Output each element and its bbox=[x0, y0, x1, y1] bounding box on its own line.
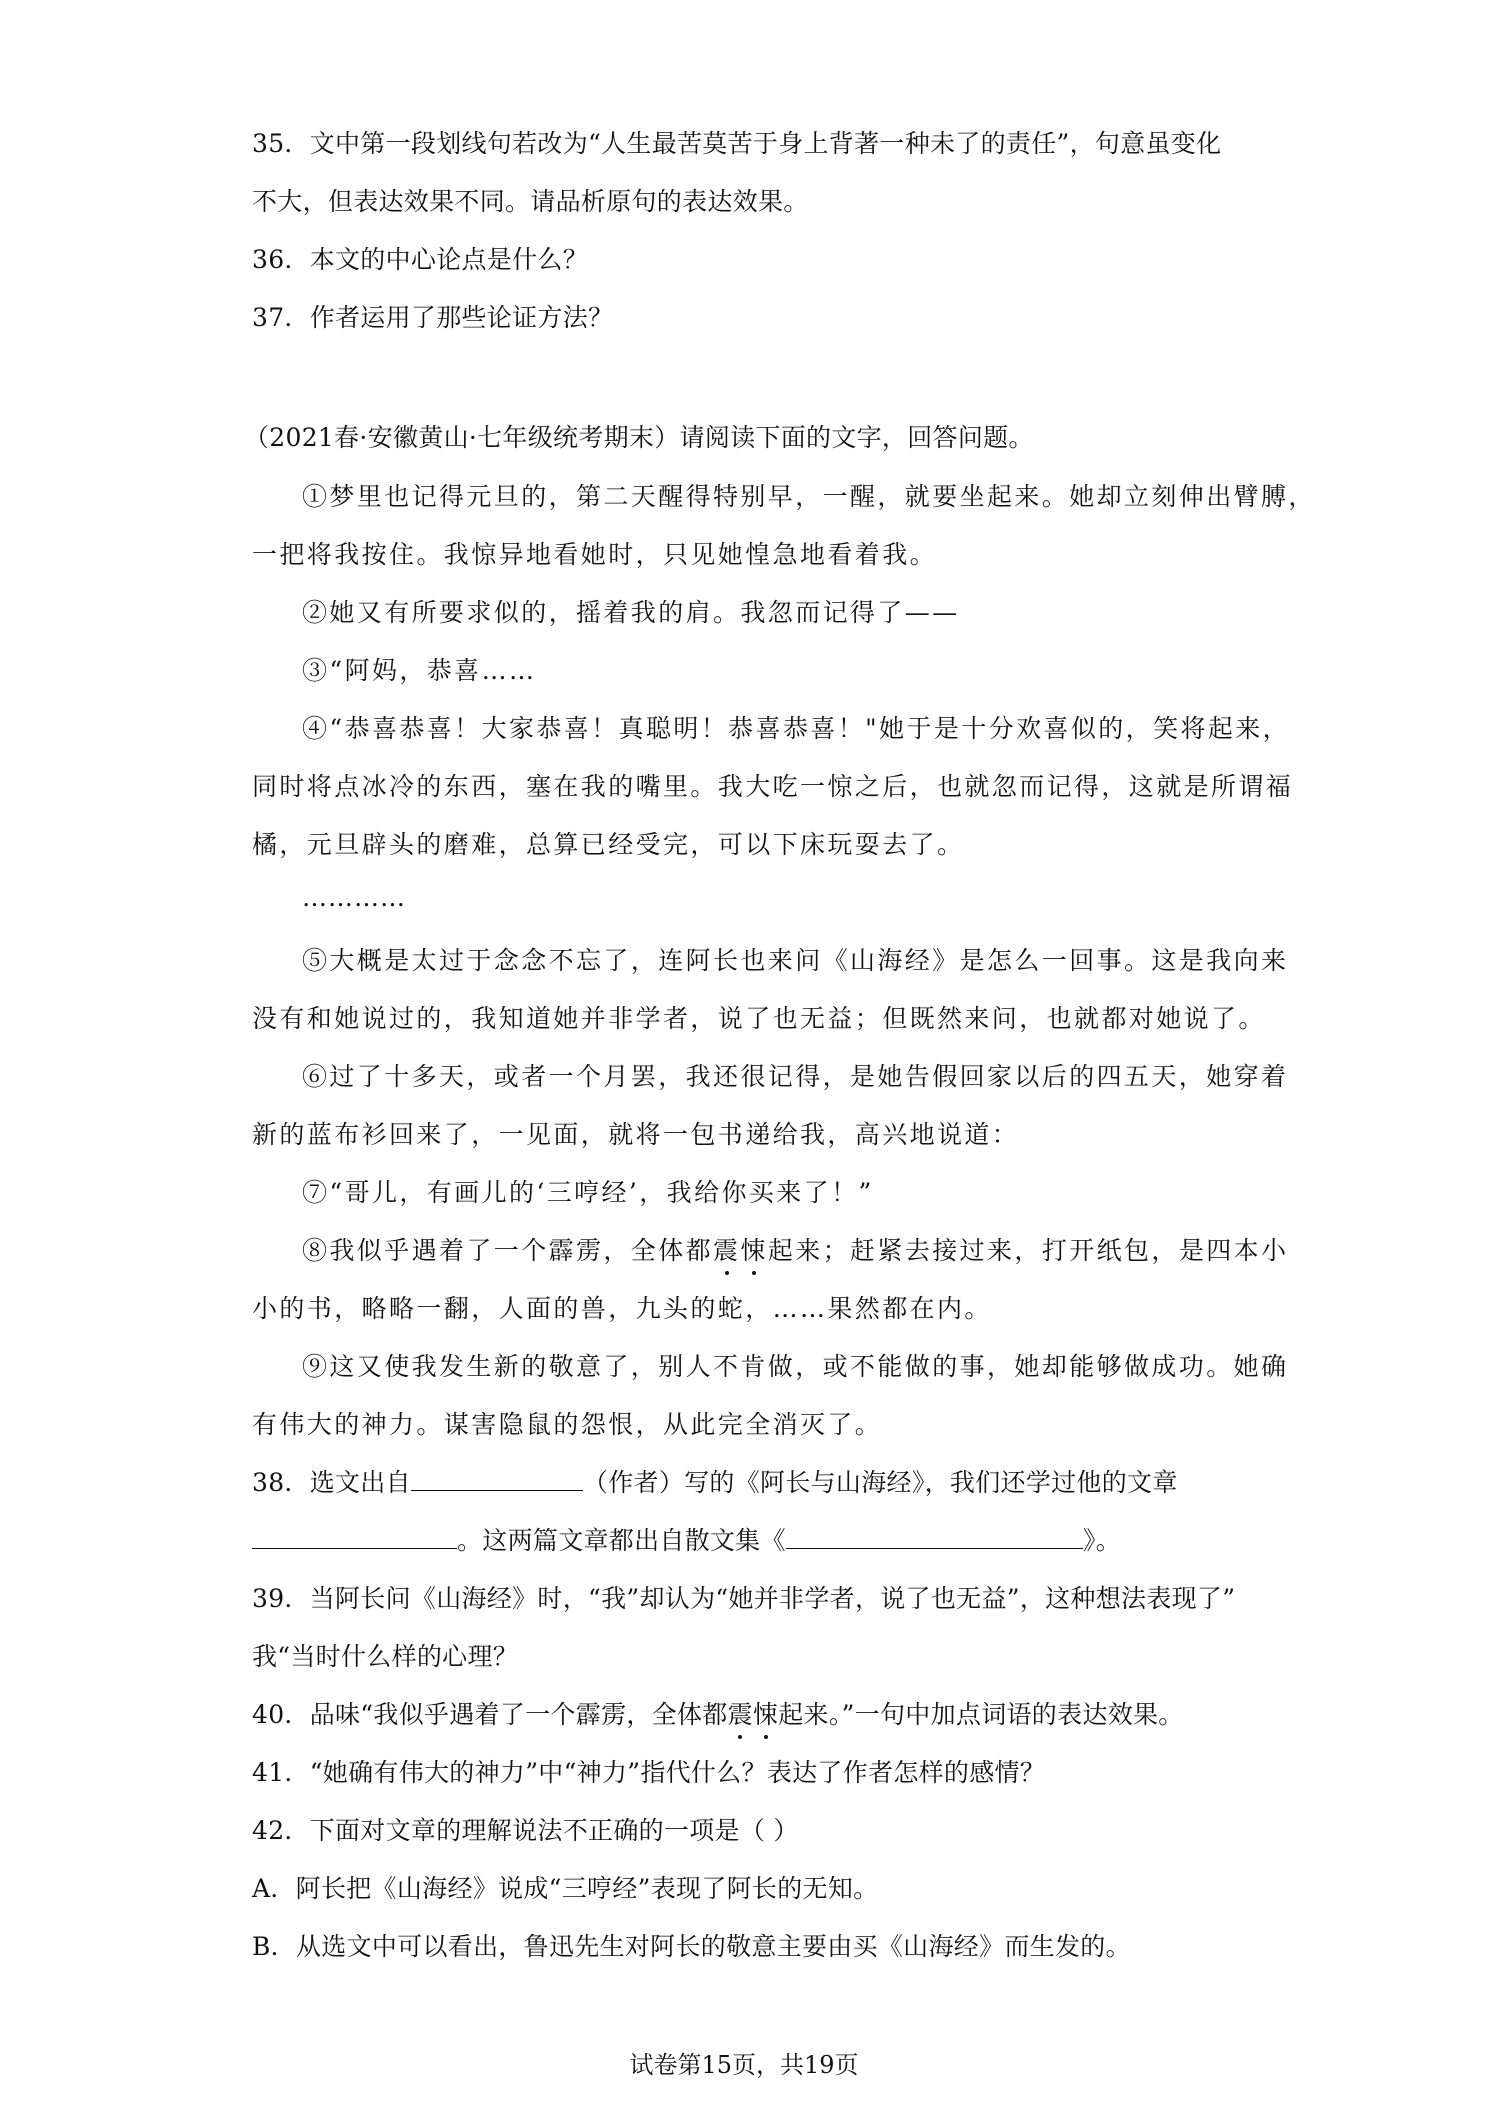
emphasis-char-1: 震 bbox=[713, 1231, 740, 1267]
passage-p8-line1 bbox=[302, 1231, 1288, 1267]
p8-text-b: 起来；赶紧去接过来，打开纸包，是四本小 bbox=[767, 1236, 1289, 1265]
question-42-stem: 42．下面对文章的理解说法不正确的一项是（ ） bbox=[252, 1816, 799, 1845]
q40-text-b: 起来。”一句中加点词语的表达效果。 bbox=[778, 1700, 1184, 1729]
question-38-line2 bbox=[252, 1521, 1121, 1557]
passage-p8-line2: 小的书，略略一翻，人面的兽，九头的蛇，……果然都在内。 bbox=[252, 1294, 992, 1323]
q38-text-d: 》。 bbox=[1082, 1526, 1122, 1555]
option-a[interactable]: A．阿长把《山海经》说成“三哼经”表现了阿长的无知。 bbox=[252, 1874, 879, 1903]
question-35-line1: 35．文中第一段划线句若改为“人生最苦莫苦于身上背著一种未了的责任”，句意虽变化 bbox=[252, 129, 1222, 158]
passage-p5-line1: ⑤大概是太过于念念不忘了，连阿长也来问《山海经》是怎么一回事。这是我向来 bbox=[302, 946, 1289, 975]
question-40 bbox=[252, 1695, 1184, 1731]
passage-p6-line2: 新的蓝布衫回来了，一见面，就将一包书递给我，高兴地说道： bbox=[252, 1120, 1020, 1149]
emphasis-char-1: 震 bbox=[728, 1695, 753, 1731]
question-38-line1 bbox=[252, 1463, 1178, 1499]
question-39-line2: 我“当时什么样的心理？ bbox=[252, 1642, 519, 1671]
q38-text-a: 38．选文出自 bbox=[252, 1468, 411, 1497]
passage-p6-line1: ⑥过了十多天，或者一个月罢，我还很记得，是她告假回家以后的四五天，她穿着 bbox=[302, 1062, 1289, 1091]
article-blank[interactable] bbox=[252, 1526, 457, 1549]
emphasis-char-2: 悚 bbox=[740, 1231, 767, 1267]
passage-p1-line2: 一把将我按住。我惊异地看她时，只见她惶急地看着我。 bbox=[252, 540, 938, 569]
passage-p4-line1: ④“恭喜恭喜！大家恭喜！真聪明！恭喜恭喜！"她于是十分欢喜似的，笑将起来， bbox=[302, 714, 1291, 743]
page-footer: 试卷第15页，共19页 bbox=[629, 2051, 859, 2079]
option-b[interactable]: B．从选文中可以看出，鲁迅先生对阿长的敬意主要由买《山海经》而生发的。 bbox=[252, 1932, 1131, 1961]
emphasis-char-2: 悚 bbox=[753, 1695, 778, 1731]
passage-p9-line2: 有伟大的神力。谋害隐鼠的怨恨，从此完全消灭了。 bbox=[252, 1410, 883, 1439]
passage-p5-line2: 没有和她说过的，我知道她并非学者，说了也无益；但既然来问，也就都对她说了。 bbox=[252, 1004, 1266, 1033]
question-41: 41．“她确有伟大的神力”中“神力”指代什么？表达了作者怎样的感情？ bbox=[252, 1758, 1046, 1787]
q38-text-c: 。这两篇文章都出自散文集《 bbox=[457, 1526, 786, 1555]
question-35-line2: 不大，但表达效果不同。请品析原句的表达效果。 bbox=[252, 187, 809, 216]
passage-p1-line1: ①梦里也记得元旦的，第二天醒得特别早，一醒，就要坐起来。她却立刻伸出臂膊， bbox=[302, 482, 1316, 511]
question-39-line1: 39．当阿长问《山海经》时，“我”却认为“她并非学者，说了也无益”，这种想法表现了” bbox=[252, 1584, 1236, 1613]
passage-p9-line1: ⑨这又使我发生新的敬意了，别人不肯做，或不能做的事，她却能够做成功。她确 bbox=[302, 1352, 1289, 1381]
passage-p2: ②她又有所要求似的，摇着我的肩。我忽而记得了—— bbox=[302, 598, 960, 627]
q40-text-a: 40．品味“我似乎遇着了一个霹雳，全体都 bbox=[252, 1700, 728, 1729]
author-blank[interactable] bbox=[411, 1468, 583, 1491]
question-36: 36．本文的中心论点是什么？ bbox=[252, 245, 589, 274]
passage-ellipsis: ………… bbox=[302, 883, 406, 912]
passage-p3: ③“阿妈，恭喜…… bbox=[302, 656, 537, 685]
p8-text-a: ⑧我似乎遇着了一个霹雳，全体都 bbox=[302, 1236, 714, 1265]
question-37: 37．作者运用了那些论证方法？ bbox=[252, 303, 614, 332]
collection-blank[interactable] bbox=[786, 1526, 1083, 1549]
passage-p4-line3: 橘，元旦辟头的磨难，总算已经受完，可以下床玩耍去了。 bbox=[252, 830, 965, 859]
passage-p7: ⑦“哥儿，有画儿的‘三哼经’，我给你买来了！” bbox=[302, 1178, 874, 1207]
q38-text-b: （作者）写的《阿长与山海经》，我们还学过他的文章 bbox=[582, 1468, 1178, 1497]
passage-source: （2021春·安徽黄山·七年级统考期末）请阅读下面的文字，回答问题。 bbox=[244, 423, 1034, 452]
passage-p4-line2: 同时将点冰冷的东西，塞在我的嘴里。我大吃一惊之后，也就忽而记得，这就是所谓福 bbox=[252, 772, 1294, 801]
